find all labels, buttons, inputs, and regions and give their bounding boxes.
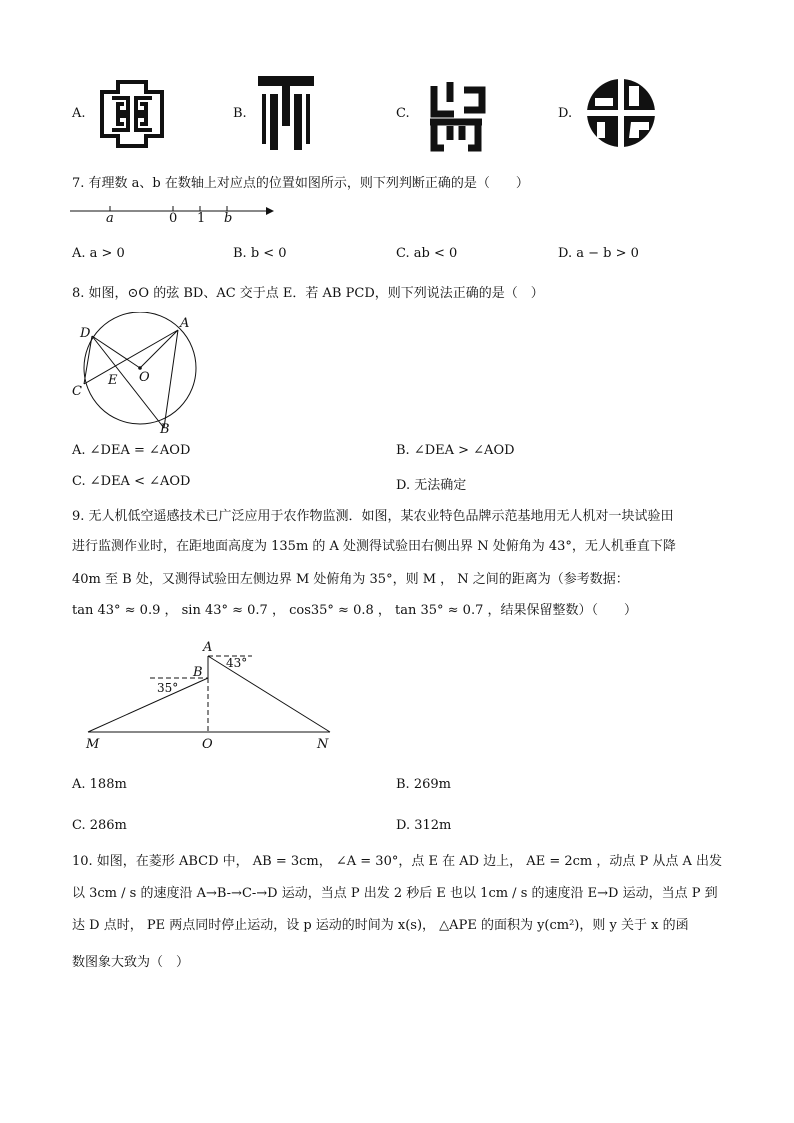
q6-option-c: C. [396,106,410,121]
q8-option-b: B. ∠DEA > ∠AOD [396,443,515,458]
q9-line-2: 进行监测作业时，在距地面高度为 135m 的 A 处测得试验田右侧出界 N 处俯角为 43°，无人机垂直下降 [72,539,676,554]
q6-option-b: B. [233,106,247,121]
axis-label-0: 0 [169,211,178,226]
q7-option-a: A. a > 0 [72,246,125,261]
q9-option-a: A. 188m [72,777,127,792]
q10-line-4: 数图象大致为（ ） [72,955,190,970]
angle-43: 43° [226,656,248,670]
q10-line-2: 以 3cm / s 的速度沿 A→B-→C-→D 运动，当点 P 出发 2 秒后 E 也以 1cm / s 的速度沿 E→D 运动，当点 P 到 [72,886,718,901]
angle-35: 35° [157,681,179,695]
label-M: M [86,737,100,752]
emblem-b-icon [256,74,316,152]
q6-option-d: D. [558,106,573,121]
q9-option-b: B. 269m [396,777,451,792]
q7-stem: 7. 有理数 a、b 在数轴上对应点的位置如图所示，则下列判断正确的是（ ） [72,176,529,191]
label-B: B [160,422,170,437]
emblem-c-icon [420,78,490,152]
label-A: A [203,640,213,655]
emblem-d-icon [583,72,659,154]
label-O: O [202,737,213,752]
q7-option-c: C. ab < 0 [396,246,458,261]
q9-line-3: 40m 至 B 处，又测得试验田左侧边界 M 处俯角为 35°，则 M ， N 之间的距离为（参考数据： [72,572,629,587]
q6-option-a: A. [72,106,86,121]
label-O: O [139,370,150,385]
q10-line-1: 10. 如图，在菱形 ABCD 中， AB = 3cm， ∠A = 30°，点 E 在 AD 边上， AE = 2cm ，动点 P 从点 A 出发 [72,854,723,869]
emblem-a-icon [96,78,168,150]
q8-stem: 8. 如图，⊙O 的弦 BD、AC 交于点 E．若 AB PCD，则下列说法正确的是（ ） [72,286,544,301]
label-N: N [317,737,329,752]
label-C: C [72,384,82,399]
drone-figure [80,650,340,740]
axis-label-1: 1 [197,211,206,226]
q9-line-4: tan 43° ≈ 0.9 ， sin 43° ≈ 0.7 ， cos35° ≈ 0.8 ， tan 35° ≈ 0.7 ，结果保留整数）（ ） [72,603,637,618]
label-B: B [193,665,203,680]
label-A: A [180,316,190,331]
q7-option-b: B. b < 0 [233,246,287,261]
q7-option-d: D. a − b > 0 [558,246,639,261]
axis-label-b: b [224,211,233,226]
q10-line-3: 达 D 点时， PE 两点同时停止运动，设 p 运动的时间为 x(s)， △APE 的面积为 y(cm²)，则 y 关于 x 的函 [72,918,689,933]
q9-option-d: D. 312m [396,818,452,833]
q9-line-1: 9. 无人机低空遥感技术已广泛应用于农作物监测．如图，某农业特色品牌示范基地用无人机对一块试验田 [72,509,674,524]
q8-option-d: D. 无法确定 [396,478,467,493]
label-E: E [108,373,118,388]
q8-option-c: C. ∠DEA < ∠AOD [72,474,191,489]
axis-label-a: a [106,211,114,226]
q9-option-c: C. 286m [72,818,127,833]
label-D: D [80,326,91,341]
q8-option-a: A. ∠DEA = ∠AOD [72,443,191,458]
